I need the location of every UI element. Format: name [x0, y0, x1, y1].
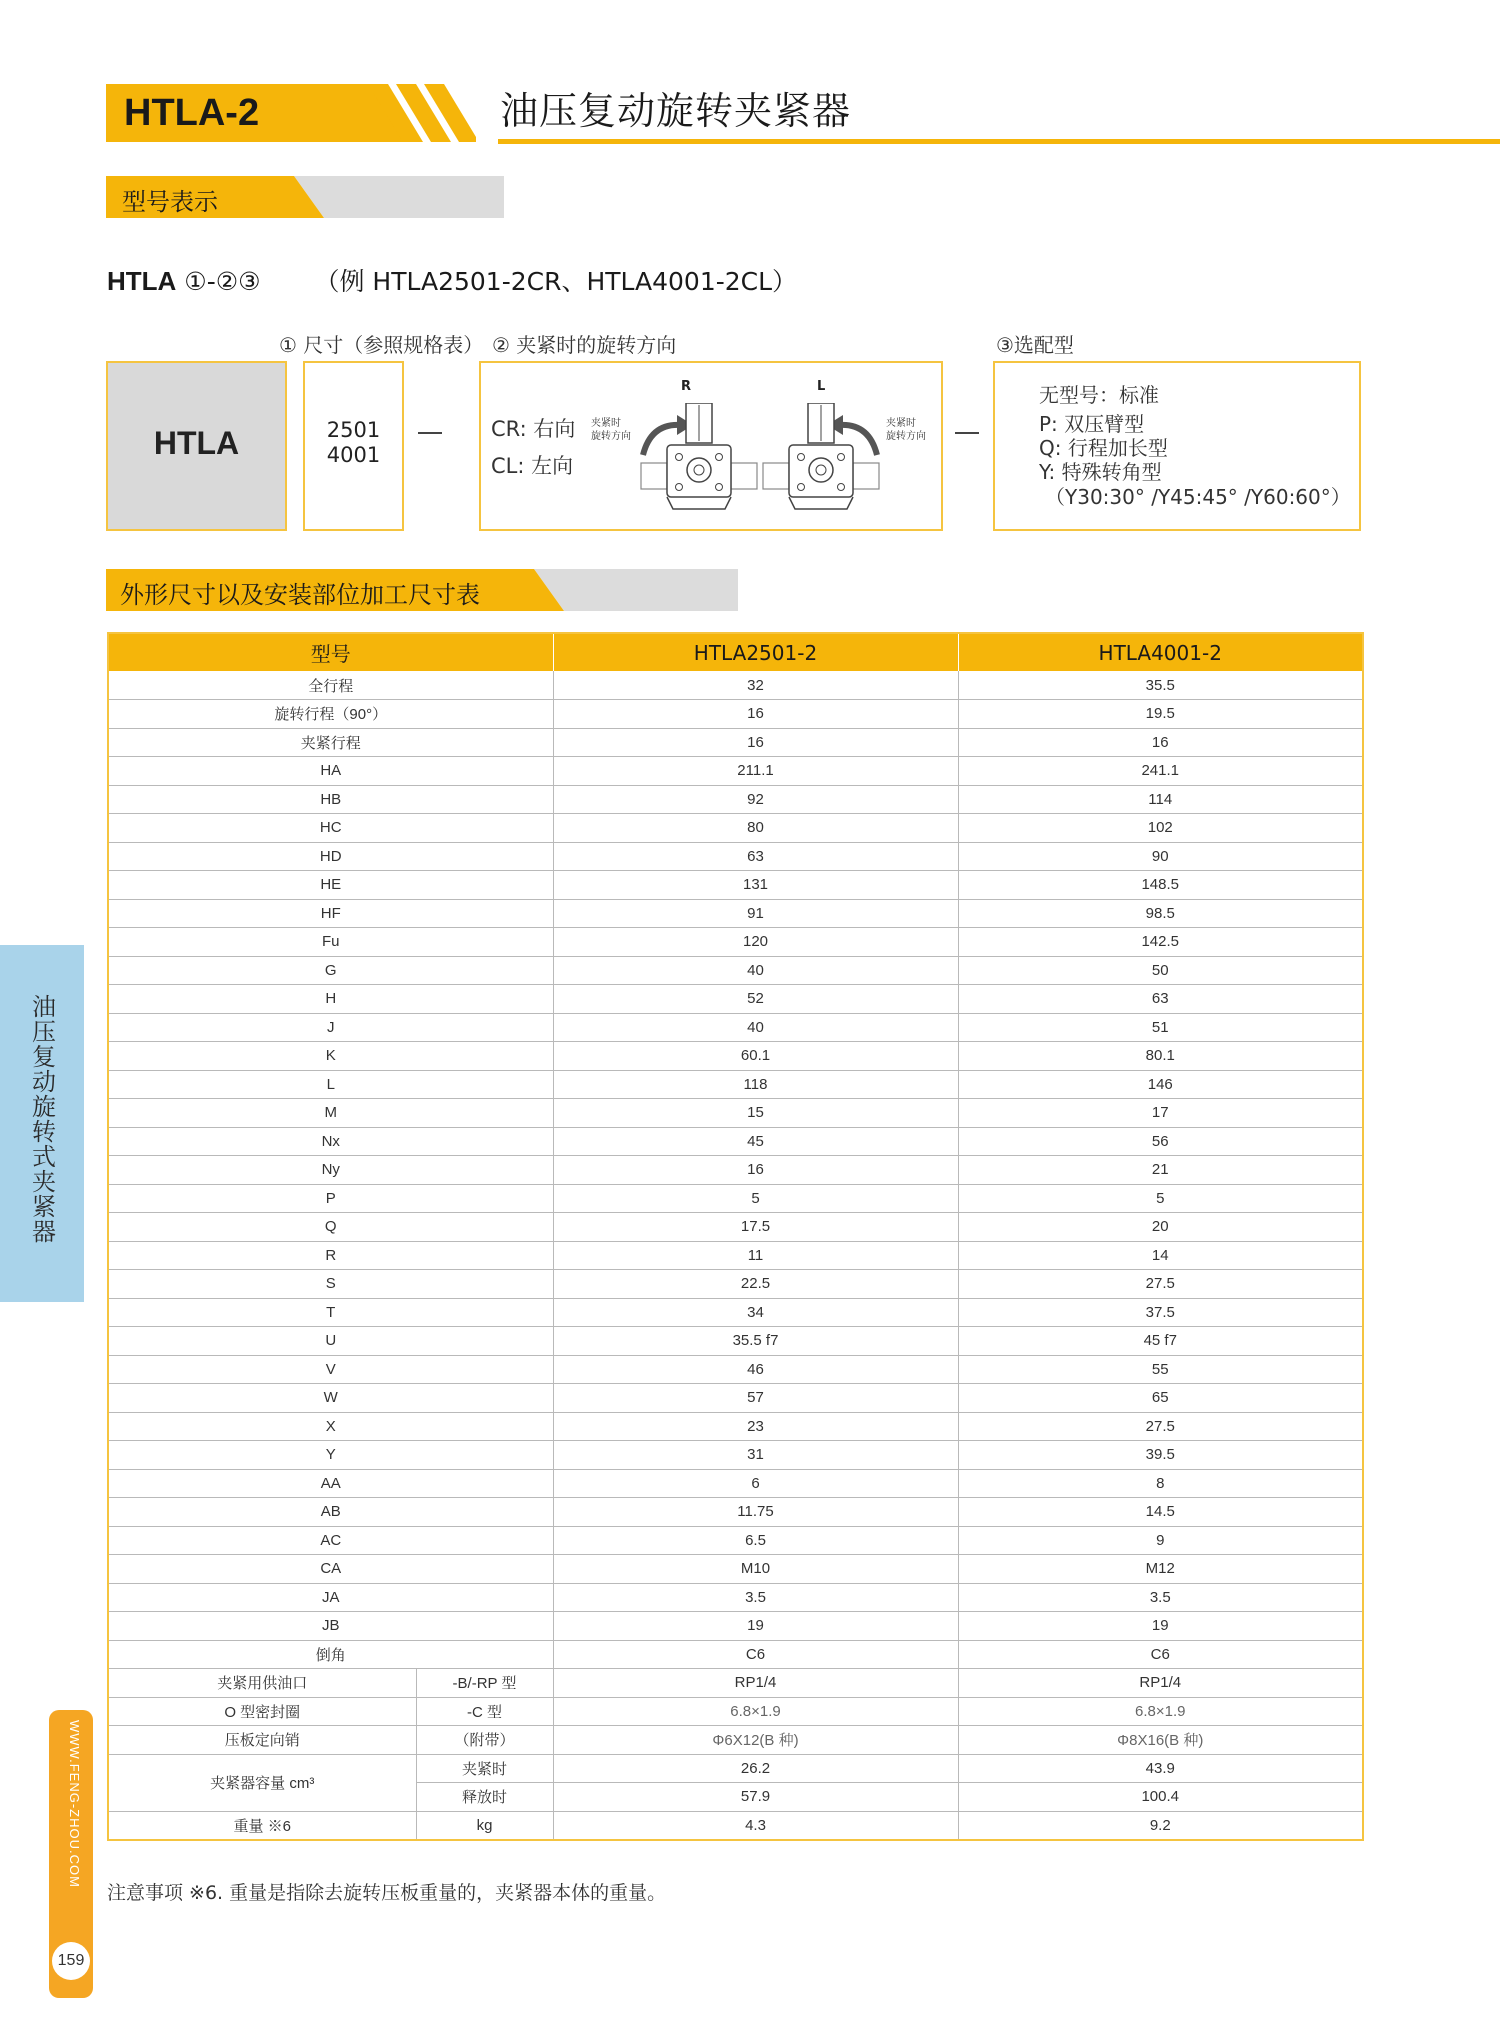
model-code-line	[107, 262, 797, 298]
table-header-cell: 型号	[108, 633, 553, 671]
table-row	[108, 785, 1363, 814]
table-cell: 14.5	[958, 1498, 1363, 1527]
table-row	[108, 671, 1363, 700]
table-cell: G	[108, 956, 553, 985]
table-row	[108, 1042, 1363, 1071]
table-cell: HD	[108, 842, 553, 871]
option-item: 无型号：标准	[1039, 383, 1159, 407]
table-cell: 27.5	[958, 1270, 1363, 1299]
table-cell: AC	[108, 1526, 553, 1555]
table-row	[108, 1441, 1363, 1470]
table-cell: HA	[108, 757, 553, 786]
table-cell: 6.8×1.9	[553, 1697, 958, 1726]
table-row	[108, 1156, 1363, 1185]
table-row	[108, 700, 1363, 729]
clamp-l-icon	[759, 403, 889, 523]
dimension-table	[107, 632, 1364, 1841]
table-cell: 92	[553, 785, 958, 814]
table-cell: JA	[108, 1583, 553, 1612]
table-cell: 16	[553, 1156, 958, 1185]
table-cell: 6.8×1.9	[958, 1697, 1363, 1726]
table-row	[108, 1726, 1363, 1755]
box-direction	[479, 361, 943, 531]
table-cell: 16	[553, 728, 958, 757]
table-cell: AA	[108, 1469, 553, 1498]
table-cell: 17.5	[553, 1213, 958, 1242]
table-cell: AB	[108, 1498, 553, 1527]
table-cell: 27.5	[958, 1412, 1363, 1441]
website-url: WWW.FENG-ZHOU.COM	[67, 1720, 82, 1888]
table-cell: 6	[553, 1469, 958, 1498]
table-cell: 全行程	[108, 671, 553, 700]
table-cell: 56	[958, 1127, 1363, 1156]
table-cell: 45 f7	[958, 1327, 1363, 1356]
direction-cr: CR: 右向	[491, 417, 576, 441]
clamp-r-icon	[631, 403, 761, 523]
side-category-tab	[0, 945, 84, 1302]
option-item: Q: 行程加长型	[1039, 436, 1168, 460]
table-row	[108, 899, 1363, 928]
table-row	[108, 1270, 1363, 1299]
table-cell: 60.1	[553, 1042, 958, 1071]
separator-dash	[418, 432, 442, 434]
table-cell: 17	[958, 1099, 1363, 1128]
table-cell: HB	[108, 785, 553, 814]
table-cell: 22.5	[553, 1270, 958, 1299]
table-cell: HE	[108, 871, 553, 900]
table-cell: 倒角	[108, 1640, 553, 1669]
table-cell: 52	[553, 985, 958, 1014]
table-cell: Y	[108, 1441, 553, 1470]
table-row	[108, 956, 1363, 985]
table-cell: -B/-RP 型	[416, 1669, 553, 1698]
table-cell: Fu	[108, 928, 553, 957]
table-cell: 夹紧行程	[108, 728, 553, 757]
table-cell: 4.3	[553, 1811, 958, 1840]
table-cell: 148.5	[958, 871, 1363, 900]
table-cell: P	[108, 1184, 553, 1213]
table-cell: 40	[553, 1013, 958, 1042]
table-row	[108, 1184, 1363, 1213]
box-htla-label: HTLA	[153, 425, 240, 461]
table-cell: 118	[553, 1070, 958, 1099]
table-row	[108, 1669, 1363, 1698]
table-row	[108, 1412, 1363, 1441]
table-cell: 51	[958, 1013, 1363, 1042]
box-htla	[106, 361, 287, 531]
table-row	[108, 1241, 1363, 1270]
table-cell: 45	[553, 1127, 958, 1156]
caption-size: ① 尺寸（参照规格表）	[279, 333, 484, 357]
option-item: Y: 特殊转角型	[1039, 460, 1162, 484]
header-code-tab	[106, 84, 476, 142]
size-2501: 2501	[326, 418, 381, 442]
table-row	[108, 1127, 1363, 1156]
table-row	[108, 814, 1363, 843]
table-cell: 31	[553, 1441, 958, 1470]
table-cell: 11	[553, 1241, 958, 1270]
table-header-cell: HTLA2501-2	[553, 633, 958, 671]
table-cell: 91	[553, 899, 958, 928]
caption-direction: ② 夹紧时的旋转方向	[492, 333, 677, 357]
table-row	[108, 1298, 1363, 1327]
table-cell: X	[108, 1412, 553, 1441]
table-row	[108, 871, 1363, 900]
table-cell: 211.1	[553, 757, 958, 786]
table-cell: 65	[958, 1384, 1363, 1413]
table-cell: J	[108, 1013, 553, 1042]
table-cell: Φ6X12(B 种)	[553, 1726, 958, 1755]
table-cell: 重量 ※6	[108, 1811, 416, 1840]
direction-cl: CL: 左向	[491, 454, 574, 478]
table-row	[108, 1583, 1363, 1612]
table-cell: 9.2	[958, 1811, 1363, 1840]
table-cell: 57.9	[553, 1783, 958, 1812]
table-cell: 19	[553, 1612, 958, 1641]
table-cell: 241.1	[958, 757, 1363, 786]
table-row	[108, 1355, 1363, 1384]
table-cell: 102	[958, 814, 1363, 843]
rotate-note-l: 夹紧时 旋转方向	[886, 418, 926, 442]
table-cell: HF	[108, 899, 553, 928]
table-cell: 3.5	[958, 1583, 1363, 1612]
table-cell: 释放时	[416, 1783, 553, 1812]
section-tab-model	[106, 176, 504, 218]
table-cell: 146	[958, 1070, 1363, 1099]
model-code-prefix: HTLA	[107, 266, 177, 296]
section-title-dimensions: 外形尺寸以及安装部位加工尺寸表	[120, 581, 480, 609]
table-cell: 131	[553, 871, 958, 900]
table-cell: -C 型	[416, 1697, 553, 1726]
table-cell: 46	[553, 1355, 958, 1384]
table-header-row	[108, 633, 1363, 671]
header-rule	[498, 139, 1500, 144]
table-cell: 5	[553, 1184, 958, 1213]
table-cell: Q	[108, 1213, 553, 1242]
table-cell: 98.5	[958, 899, 1363, 928]
table-cell: U	[108, 1327, 553, 1356]
table-cell: 32	[553, 671, 958, 700]
table-header-cell: HTLA4001-2	[958, 633, 1363, 671]
table-cell: 63	[958, 985, 1363, 1014]
table-cell: L	[108, 1070, 553, 1099]
box-option	[993, 361, 1361, 531]
table-row	[108, 1811, 1363, 1840]
table-cell: 16	[553, 700, 958, 729]
table-row	[108, 1640, 1363, 1669]
option-item: P: 双压臂型	[1039, 412, 1145, 436]
table-cell: 14	[958, 1241, 1363, 1270]
table-row	[108, 985, 1363, 1014]
table-cell: W	[108, 1384, 553, 1413]
table-cell: 15	[553, 1099, 958, 1128]
section-tab-dimensions	[106, 569, 738, 611]
table-cell: 40	[553, 956, 958, 985]
table-cell: CA	[108, 1555, 553, 1584]
table-cell: 6.5	[553, 1526, 958, 1555]
section-title-model: 型号表示	[122, 188, 218, 216]
table-cell: 100.4	[958, 1783, 1363, 1812]
table-cell: 35.5 f7	[553, 1327, 958, 1356]
table-cell: 55	[958, 1355, 1363, 1384]
table-row	[108, 1384, 1363, 1413]
option-item: （Y30:30° /Y45:45° /Y60:60°）	[1045, 485, 1351, 509]
table-cell: 120	[553, 928, 958, 957]
table-cell: 50	[958, 956, 1363, 985]
table-cell: JB	[108, 1612, 553, 1641]
table-cell: 9	[958, 1526, 1363, 1555]
table-cell: 57	[553, 1384, 958, 1413]
table-cell: Ny	[108, 1156, 553, 1185]
table-body	[108, 671, 1363, 1840]
table-row	[108, 1526, 1363, 1555]
table-cell: S	[108, 1270, 553, 1299]
side-category-label: 油压复动旋转式夹紧器	[32, 993, 56, 1246]
side-url-strip	[49, 1710, 93, 1998]
box-size	[303, 361, 404, 531]
table-cell: 19.5	[958, 700, 1363, 729]
table-row	[108, 728, 1363, 757]
table-row	[108, 1469, 1363, 1498]
footnote: 注意事项 ※6. 重量是指除去旋转压板重量的，夹紧器本体的重量。	[107, 1882, 667, 1904]
model-code-example: （例 HTLA2501-2CR、HTLA4001-2CL）	[314, 267, 798, 296]
table-cell: 37.5	[958, 1298, 1363, 1327]
table-cell: C6	[958, 1640, 1363, 1669]
table-row	[108, 1327, 1363, 1356]
table-cell: 夹紧时	[416, 1754, 553, 1783]
table-row	[108, 1013, 1363, 1042]
table-row	[108, 1498, 1363, 1527]
model-code-pattern: ①-②③	[184, 267, 261, 296]
table-row	[108, 1099, 1363, 1128]
table-cell: 90	[958, 842, 1363, 871]
table-row	[108, 1754, 1363, 1783]
table-cell: 压板定向销	[108, 1726, 416, 1755]
table-cell: 夹紧器容量 cm³	[108, 1754, 416, 1811]
table-cell: V	[108, 1355, 553, 1384]
table-row	[108, 757, 1363, 786]
table-cell: 11.75	[553, 1498, 958, 1527]
table-cell: 8	[958, 1469, 1363, 1498]
separator-dash	[955, 432, 979, 434]
table-cell: 5	[958, 1184, 1363, 1213]
table-cell: 3.5	[553, 1583, 958, 1612]
table-row	[108, 1555, 1363, 1584]
header-code: HTLA-2	[124, 92, 260, 134]
table-cell: kg	[416, 1811, 553, 1840]
table-row	[108, 842, 1363, 871]
table-cell: 43.9	[958, 1754, 1363, 1783]
table-cell: T	[108, 1298, 553, 1327]
label-r: R	[681, 379, 692, 394]
table-cell: RP1/4	[958, 1669, 1363, 1698]
table-cell: Φ8X16(B 种)	[958, 1726, 1363, 1755]
table-cell: 23	[553, 1412, 958, 1441]
table-cell: 142.5	[958, 928, 1363, 957]
table-cell: 16	[958, 728, 1363, 757]
page-title: 油压复动旋转夹紧器	[500, 89, 852, 133]
table-cell: 39.5	[958, 1441, 1363, 1470]
rotate-note-r: 夹紧时 旋转方向	[591, 418, 631, 442]
table-cell: 34	[553, 1298, 958, 1327]
table-cell: Nx	[108, 1127, 553, 1156]
caption-option: ③选配型	[996, 333, 1074, 357]
table-cell: 114	[958, 785, 1363, 814]
table-cell: HC	[108, 814, 553, 843]
table-cell: M10	[553, 1555, 958, 1584]
table-cell: M12	[958, 1555, 1363, 1584]
size-4001: 4001	[326, 443, 381, 467]
table-cell: 80	[553, 814, 958, 843]
table-cell: C6	[553, 1640, 958, 1669]
table-row	[108, 1697, 1363, 1726]
table-cell: 19	[958, 1612, 1363, 1641]
table-row	[108, 928, 1363, 957]
table-cell: 20	[958, 1213, 1363, 1242]
table-row	[108, 1612, 1363, 1641]
table-cell: 35.5	[958, 671, 1363, 700]
table-cell: 80.1	[958, 1042, 1363, 1071]
table-cell: 夹紧用供油口	[108, 1669, 416, 1698]
table-row	[108, 1213, 1363, 1242]
table-cell: H	[108, 985, 553, 1014]
table-cell: 旋转行程（90°）	[108, 700, 553, 729]
table-cell: （附带）	[416, 1726, 553, 1755]
table-cell: R	[108, 1241, 553, 1270]
table-cell: 26.2	[553, 1754, 958, 1783]
table-cell: M	[108, 1099, 553, 1128]
table-cell: RP1/4	[553, 1669, 958, 1698]
table-cell: 63	[553, 842, 958, 871]
table-cell: K	[108, 1042, 553, 1071]
table-row	[108, 1070, 1363, 1099]
table-cell: 21	[958, 1156, 1363, 1185]
label-l: L	[817, 379, 826, 394]
page-number: 159	[52, 1942, 90, 1980]
table-cell: O 型密封圈	[108, 1697, 416, 1726]
